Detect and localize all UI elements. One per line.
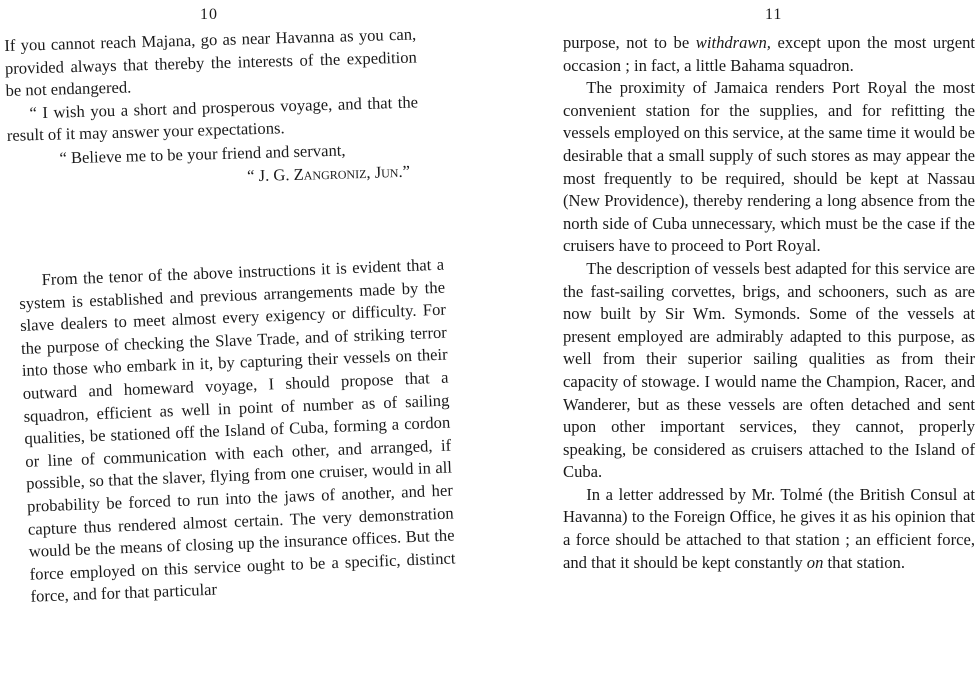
letter-paragraph: If you cannot reach Majana, go as near Havanna as you can, provided always that thereby the interests of the expedition be not endangered.: [4, 24, 418, 101]
body-paragraph: The description of vessels best adapted for this service are the fast-sailing corvettes, brigs, and schooners, such as are now built by Sir Wm. Symonds. Some of the vessels at present employed are admirably adapted to this purpose, as well from their superior sailing qualities as from their capacity of stowage. I would name the Champion, Racer, and Wanderer, but as these vessels are often detached and sent upon other important services, they cannot, properly speaking, be considered as cruisers attached to the Island of Cuba.: [563, 258, 975, 482]
text-run: purpose, not to be: [563, 33, 696, 52]
page-number-left: 10: [200, 6, 218, 23]
left-main-text: [18, 254, 457, 609]
body-paragraph: [563, 484, 975, 574]
left-page: [0, 0, 455, 697]
emphasis-run: on: [806, 552, 824, 572]
text-run: that station.: [823, 552, 905, 572]
emphasis-run: withdrawn,: [695, 33, 771, 52]
right-main-text: [563, 32, 975, 574]
body-paragraph: The proximity of Jamaica renders Port Royal the most convenient station for the supplies, and for refitting the vessels employed on this service, at the same time it would be desirable that a small supply of such stores as may appear the most frequently to be required, should be kept at Nassau (New Providence), thereby rendering a long absence from the north side of Cuba unnecessary, which must be the case if the cruisers have to proceed to Port Royal.: [563, 78, 975, 256]
letter-closing: “ Believe me to be your friend and servant,: [59, 140, 346, 168]
letter-signature: “ J. G. Zangroniz, Jun.”: [246, 161, 411, 185]
letter-paragraph: “ I wish you a short and prosperous voyage, and that the result of it may answer your expectations.: [6, 92, 419, 146]
body-paragraph: [563, 32, 975, 77]
text-run: except upon the most urgent occasion ; in fact, a little Bahama squadron.: [563, 33, 975, 75]
right-page: [560, 0, 980, 697]
letter-excerpt: [4, 23, 420, 194]
page-number-right: 11: [765, 6, 783, 23]
body-paragraph: From the tenor of the above instructions it is evident that a system is established and previous arrangements made by the slave dealers to meet almost every exigency or difficulty. For the purpose of checking the Slave Trade, and of striking terror into those who embark in it, by capturing their vessels on their outward and homeward voyage, I should propose that a squadron, efficient as well in point of number as of sailing qualities, be stationed off the Island of Cuba, forming a cordon or line of communication with each other, and arranged, if possible, so that the slaver, flying from one cruiser, would in all probability be forced to run into the jaws of another, and her capture thus rendered almost certain. The very demonstration would be the means of closing up the insurance offices. But the force employed on this service ought to be a specific, distinct force, and for that particular: [18, 254, 456, 607]
text-run: In a letter addressed by Mr. Tolmé (the British Consul at Havanna) to the Foreign Office, he gives it as his opinion that a force should be attached to that station ; an efficient force, and that it should be kept constantly: [563, 484, 975, 572]
